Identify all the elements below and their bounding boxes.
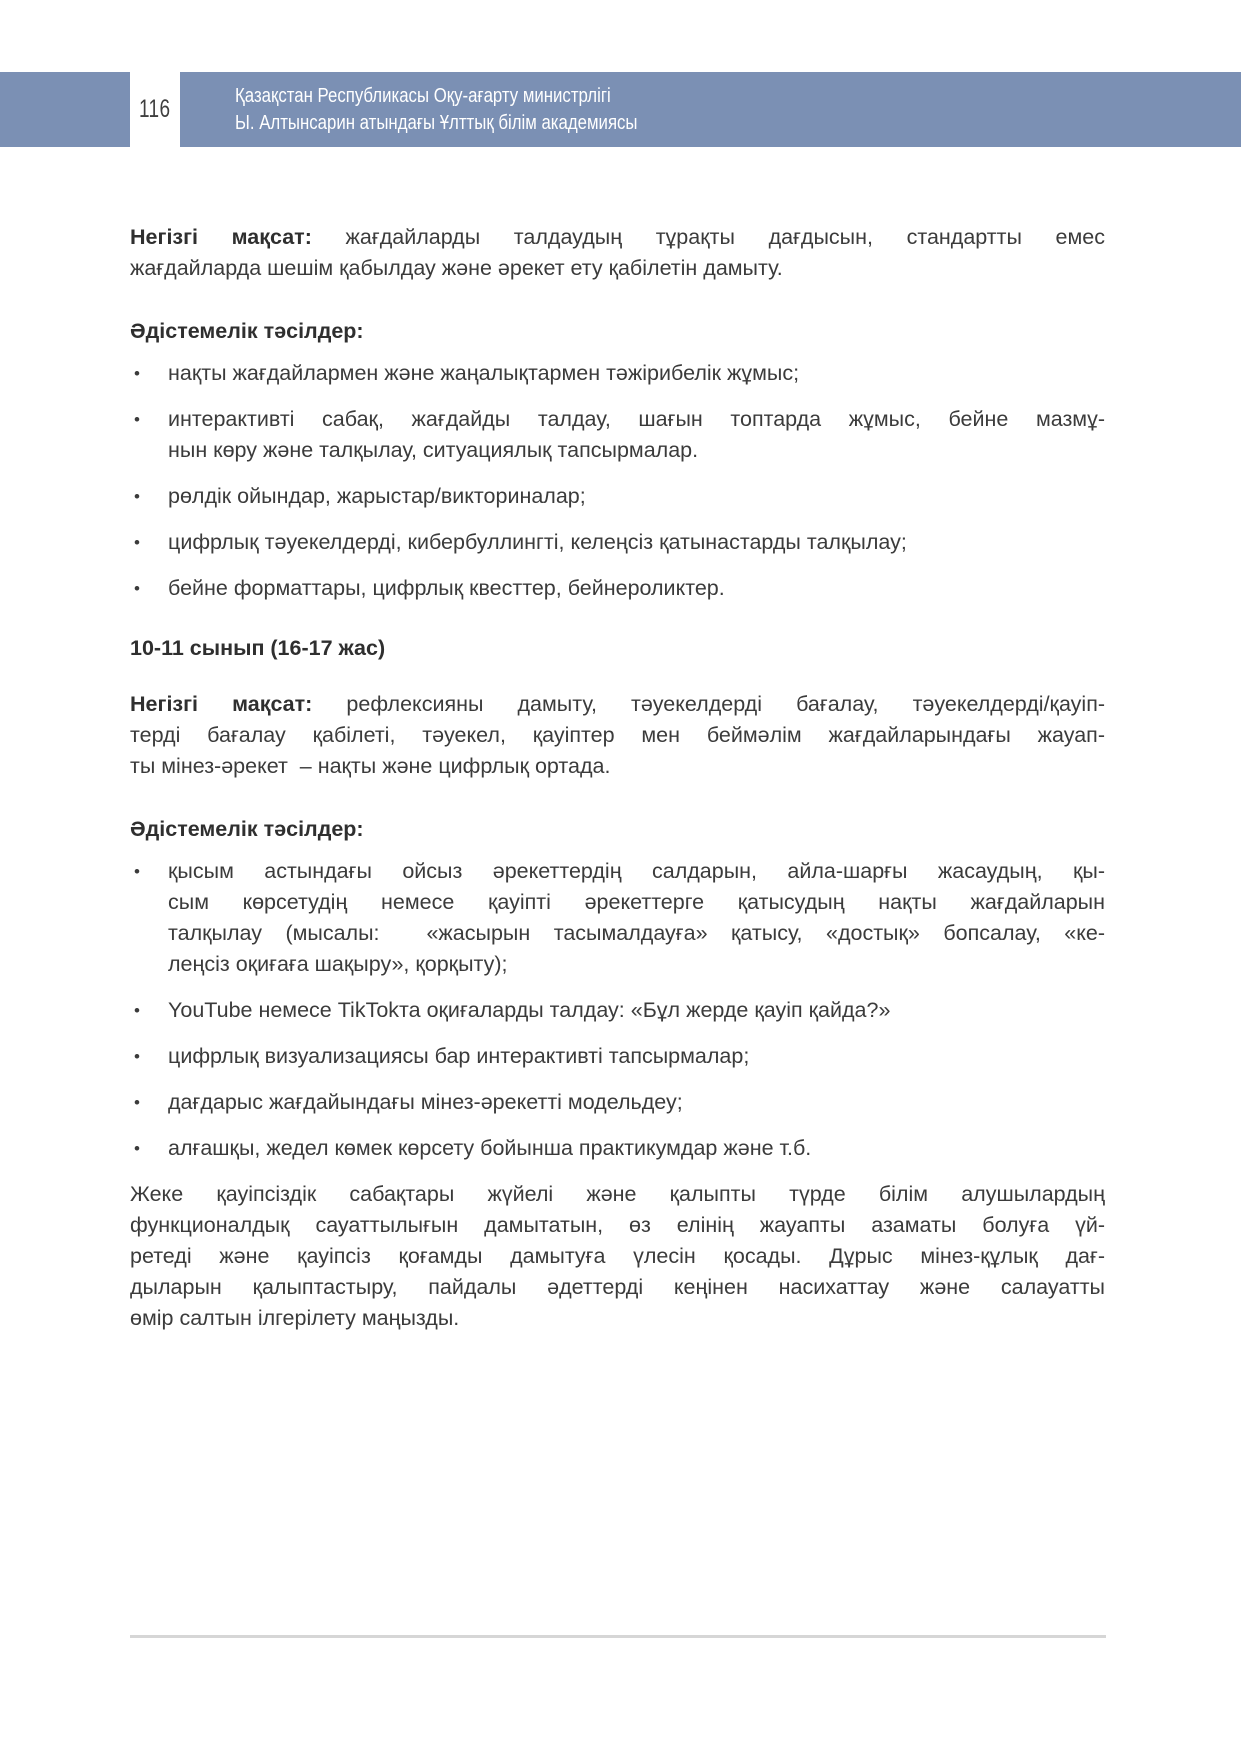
- section-heading: Әдістемелік тәсілдер:: [130, 319, 364, 343]
- bullet-text: [168, 527, 1105, 558]
- text-line: жағдайларда шешім қабылдау және әрекет ету қабілетін дамыту.: [130, 256, 783, 280]
- bullet-icon: •: [134, 1139, 140, 1158]
- bold-lead: Негізгі мақсат:: [130, 225, 312, 249]
- text-line: Негізгі мақсат: жағдайларды талдаудың тұрақты дағдысын, стандартты емес: [130, 225, 1105, 249]
- bold-lead: Негізгі мақсат:: [130, 692, 313, 716]
- bullet-icon: •: [134, 579, 140, 598]
- bullet-icon: •: [134, 410, 140, 429]
- bullet-item: [130, 573, 1105, 604]
- header-title-block: [180, 72, 1241, 147]
- section-heading: 10-11 сынып (16-17 жас): [130, 636, 386, 660]
- bullet-item: [130, 856, 1105, 980]
- text-line: қысым астындағы ойсыз әрекеттердің салдарын, айла-шарғы жасаудың, қы-: [168, 859, 1105, 883]
- bullet-icon: •: [134, 1093, 140, 1112]
- text-line: цифрлық визуализациясы бар интерактивті тапсырмалар;: [168, 1044, 750, 1068]
- bullet-icon: •: [134, 1047, 140, 1066]
- bullet-text: [168, 856, 1105, 980]
- paragraph: [130, 222, 1105, 284]
- bullet-text: [168, 995, 1105, 1026]
- text-line: бейне форматтары, цифрлық квесттер, бейнероликтер.: [168, 576, 725, 600]
- text-line: Негізгі мақсат: рефлексияны дамыту, тәуекелдерді бағалау, тәуекелдерді/қауіп-: [130, 692, 1105, 716]
- bullet-text: [168, 1133, 1105, 1164]
- bullet-icon: •: [134, 487, 140, 506]
- bullet-icon: •: [134, 1001, 140, 1020]
- paragraph: [130, 1179, 1105, 1334]
- page-body: [130, 147, 1105, 1352]
- bullet-text: [168, 358, 1105, 389]
- header-line-1: Қазақстан Республикасы Оқу-ағарту министрлігі: [235, 84, 611, 107]
- header-left-color-block: [0, 72, 130, 147]
- text-line: леңсіз оқиғаға шақыру», қорқыту);: [168, 952, 508, 976]
- bullet-item: [130, 995, 1105, 1026]
- paragraph: [130, 689, 1105, 782]
- text-line: функционалдық сауаттылығын дамытатын, өз елінің жауапты азаматы болуға үй-: [130, 1213, 1105, 1237]
- bullet-item: [130, 481, 1105, 512]
- page-number: 116: [139, 95, 171, 123]
- text-line: нын көру және талқылау, ситуациялық тапсырмалар.: [168, 438, 699, 462]
- bullet-text: [168, 1041, 1105, 1072]
- page-header: [0, 72, 1241, 147]
- text-line: талқылау (мысалы: «жасырын тасымалдауға» қатысу, «достық» бопсалау, «ке-: [168, 921, 1105, 945]
- bullet-text: [168, 404, 1105, 466]
- bullet-item: [130, 1041, 1105, 1072]
- bullet-icon: •: [134, 862, 140, 881]
- text-line: алғашқы, жедел көмек көрсету бойынша практикумдар және т.б.: [168, 1136, 812, 1160]
- bullet-item: [130, 1133, 1105, 1164]
- text-line: сым көрсетудің немесе қауіпті әрекеттерге қатысудың нақты жағдайларын: [168, 890, 1105, 914]
- text-line: интерактивті сабақ, жағдайды талдау, шағын топтарда жұмыс, бейне мазмұ-: [168, 407, 1105, 431]
- text-line: терді бағалау қабілеті, тәуекел, қауіптер мен беймәлім жағдайларындағы жауап-: [130, 723, 1105, 747]
- text-line: нақты жағдайлармен және жаңалықтармен тәжірибелік жұмыс;: [168, 361, 800, 385]
- bullet-icon: •: [134, 364, 140, 383]
- bullet-text: [168, 573, 1105, 604]
- page-number-column: [130, 72, 180, 147]
- bullet-item: [130, 527, 1105, 558]
- bullet-text: [168, 481, 1105, 512]
- bullet-item: [130, 404, 1105, 466]
- header-line-2: Ы. Алтынсарин атындағы Ұлттық білім академиясы: [235, 111, 638, 134]
- text-line: дағдарыс жағдайындағы мінез-әрекетті модельдеу;: [168, 1090, 683, 1114]
- section-heading: Әдістемелік тәсілдер:: [130, 817, 364, 841]
- text-line: цифрлық тәуекелдерді, кибербуллингті, келеңсіз қатынастарды талқылау;: [168, 530, 907, 554]
- text-line: ты мінез-әрекет – нақты және цифрлық ортада.: [130, 754, 611, 778]
- bullet-item: [130, 358, 1105, 389]
- bullet-item: [130, 1087, 1105, 1118]
- text-line: өмір салтын ілгерілету маңызды.: [130, 1306, 460, 1330]
- bullet-text: [168, 1087, 1105, 1118]
- text-line: YouTube немесе TikTokта оқиғаларды талдау: «Бұл жерде қауіп қайда?»: [168, 998, 891, 1022]
- text-line: дыларын қалыптастыру, пайдалы әдеттерді кеңінен насихаттау және салауатты: [130, 1275, 1105, 1299]
- text-line: Жеке қауіпсіздік сабақтары жүйелі және қалыпты түрде білім алушылардың: [130, 1182, 1105, 1206]
- bullet-icon: •: [134, 533, 140, 552]
- text-line: рөлдік ойындар, жарыстар/викториналар;: [168, 484, 586, 508]
- footer-rule: [130, 1635, 1106, 1638]
- text-line: ретеді және қауіпсіз қоғамды дамытуға үлесін қосады. Дұрыс мінез-құлық дағ-: [130, 1244, 1105, 1268]
